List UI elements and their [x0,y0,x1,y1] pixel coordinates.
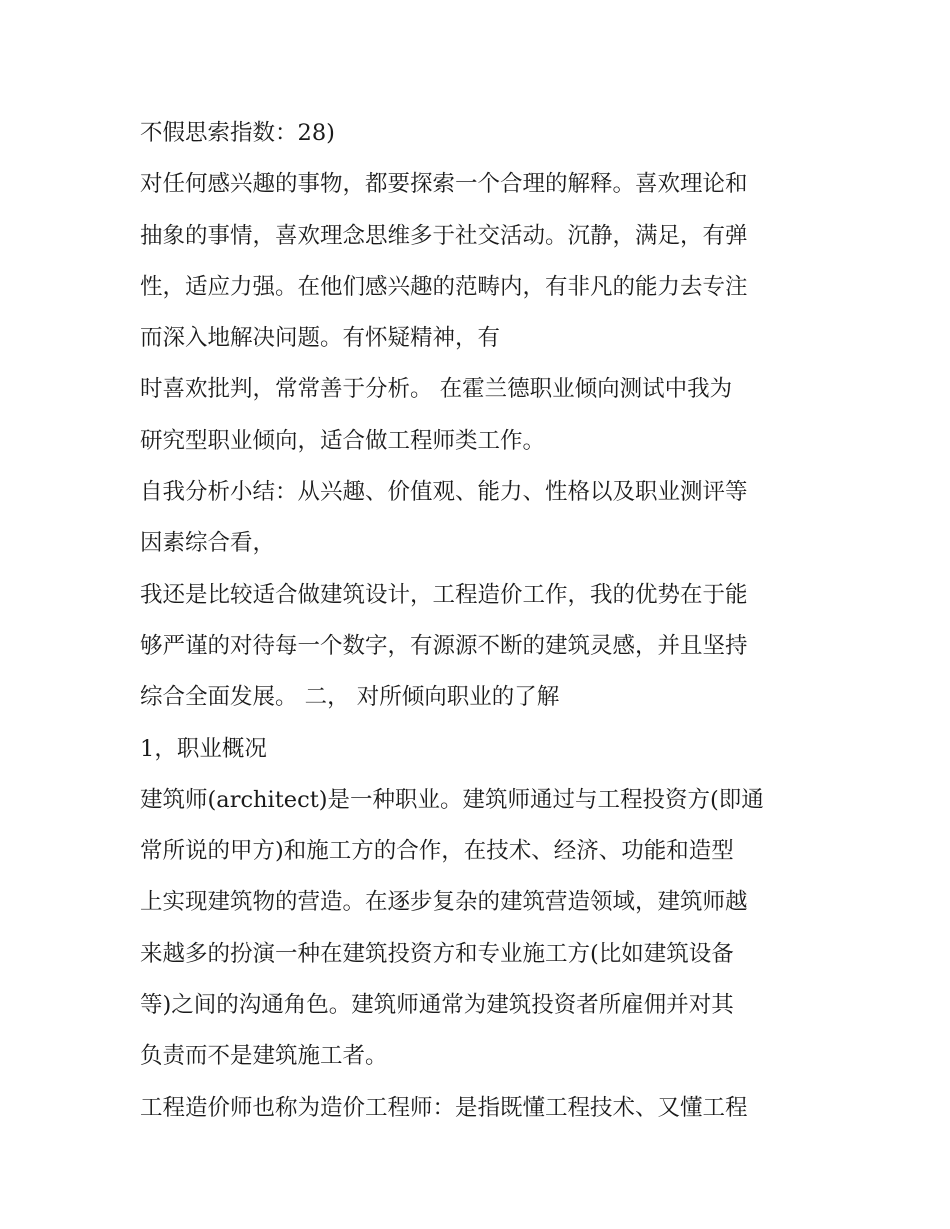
text-line: 工程造价师也称为造价工程师：是指既懂工程技术、又懂工程 [140,1094,748,1121]
text-line: 负责而不是建筑施工者。 [140,1043,388,1070]
text-line: 来越多的扮演一种在建筑投资方和专业施工方(比如建筑设备 [140,940,734,967]
text-line: 对任何感兴趣的事物，都要探索一个合理的解释。喜欢理论和 [140,171,748,198]
text-line: 等)之间的沟通角色。建筑师通常为建筑投资者所雇佣并对其 [140,992,734,1019]
section-heading: 1，职业概况 [140,735,267,762]
text-line: 自我分析小结：从兴趣、价值观、能力、性格以及职业测评等 [140,479,748,506]
text-line: 够严谨的对待每一个数字，有源源不断的建筑灵感，并且坚持 [140,632,748,659]
text-line: 时喜欢批判，常常善于分析。 在霍兰德职业倾向测试中我为 [140,376,733,403]
text-line: 抽象的事情，喜欢理念思维多于社交活动。沉静，满足，有弹 [140,222,748,249]
text-line: 常所说的甲方)和施工方的合作，在技术、经济、功能和造型 [140,838,734,865]
text-line: 综合全面发展。 二， 对所倾向职业的了解 [140,684,560,711]
text-line: 因素综合看， [140,530,276,557]
text-line: 不假思索指数：28) [140,120,335,146]
text-line: 上实现建筑物的营造。在逐步复杂的建筑营造领域，建筑师越 [140,889,748,916]
text-line: 我还是比较适合做建筑设计，工程造价工作，我的优势在于能 [140,581,748,608]
text-line: 研究型职业倾向，适合做工程师类工作。 [140,427,546,454]
text-line: 建筑师(architect)是一种职业。建筑师通过与工程投资方(即通 [140,786,764,813]
document-body [140,108,820,1134]
text-line: 而深入地解决问题。有怀疑精神，有 [140,325,501,352]
text-line: 性，适应力强。在他们感兴趣的范畴内，有非凡的能力去专注 [140,273,748,300]
